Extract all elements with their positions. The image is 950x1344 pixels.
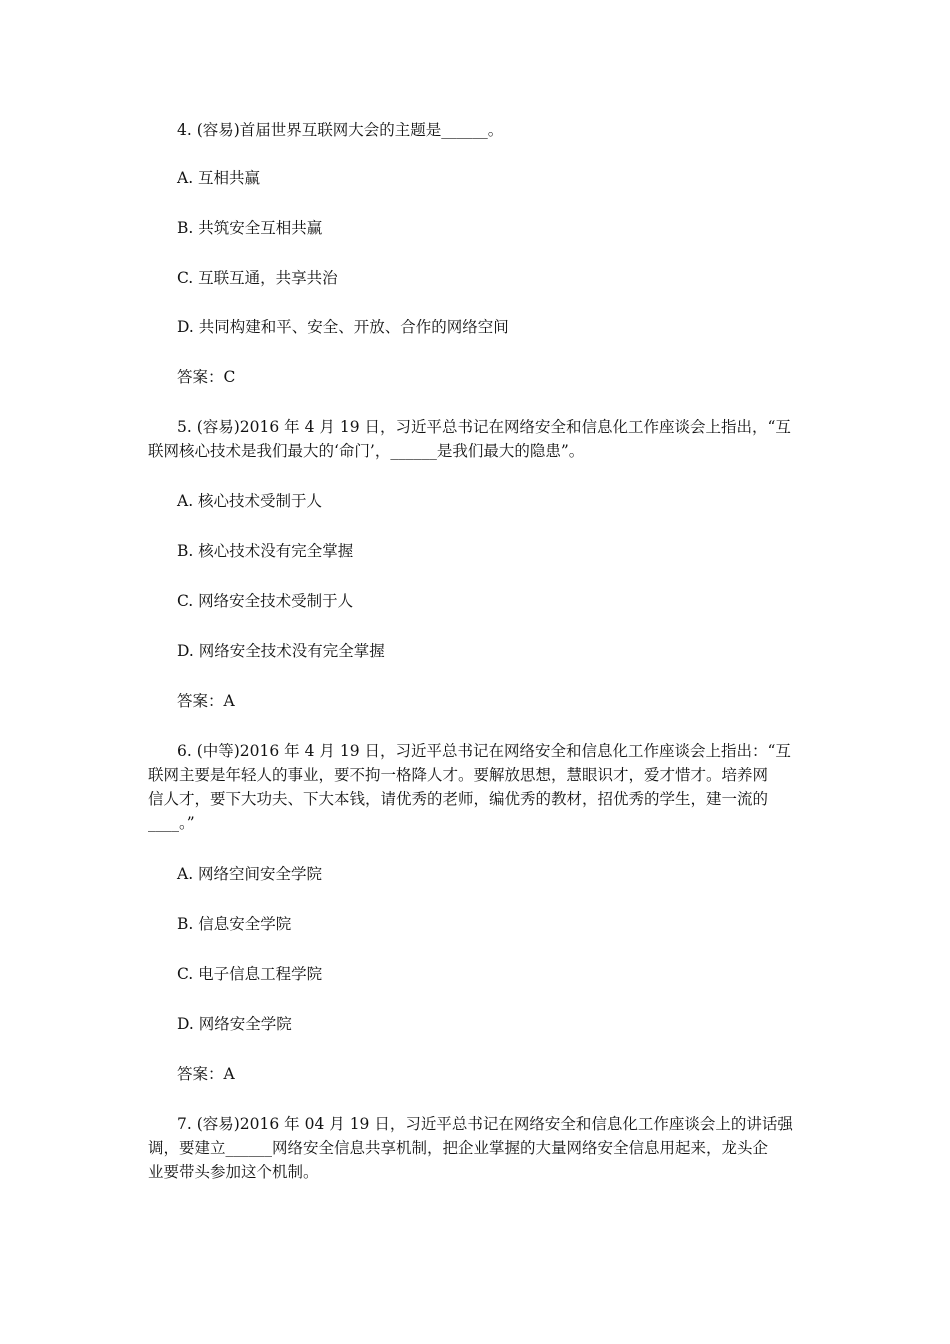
question-4 — [148, 118, 808, 142]
option-d: D. 共同构建和平、安全、开放、合作的网络空间 — [177, 318, 509, 336]
question-text: 7. (容易)2016 年 04 月 19 日，习近平总书记在网络安全和信息化工作座谈会上的讲话强 — [177, 1115, 793, 1133]
option-a: A. 互相共赢 — [177, 169, 261, 187]
question-text: 业要带头参加这个机制。 — [148, 1163, 319, 1181]
option-d: D. 网络安全技术没有完全掌握 — [177, 642, 385, 660]
question-text: 联网主要是年轻人的事业，要不拘一格降人才。要解放思想，慧眼识才，爱才惜才。培养网 — [148, 766, 769, 784]
question-text: 调，要建立______网络安全信息共享机制，把企业掌握的大量网络安全信息用起来，龙头企 — [148, 1139, 769, 1157]
option-b: B. 核心技术没有完全掌握 — [177, 542, 354, 560]
question-text: 6. (中等)2016 年 4 月 19 日，习近平总书记在网络安全和信息化工作座谈会上指出：“互 — [177, 742, 791, 760]
option-a: A. 核心技术受制于人 — [177, 492, 323, 510]
option-a: A. 网络空间安全学院 — [177, 865, 323, 883]
answer: 答案：A — [177, 692, 235, 710]
question-text: 联网核心技术是我们最大的‘命门’，______是我们最大的隐患”。 — [148, 442, 585, 460]
question-7 — [148, 1112, 808, 1184]
option-b: B. 共筑安全互相共赢 — [177, 219, 323, 237]
option-d: D. 网络安全学院 — [177, 1015, 292, 1033]
option-c: C. 电子信息工程学院 — [177, 965, 323, 983]
question-5 — [148, 415, 808, 463]
question-text: 5. (容易)2016 年 4 月 19 日，习近平总书记在网络安全和信息化工作座谈会上指出，“互 — [177, 418, 791, 436]
question-text: 信人才，要下大功夫、下大本钱，请优秀的老师，编优秀的教材，招优秀的学生，建一流的 — [148, 790, 769, 808]
answer: 答案：A — [177, 1065, 235, 1083]
question-6 — [148, 739, 808, 835]
option-b: B. 信息安全学院 — [177, 915, 292, 933]
answer: 答案：C — [177, 368, 236, 386]
question-text: ____。” — [148, 814, 195, 832]
option-c: C. 互联互通，共享共治 — [177, 269, 338, 287]
question-text: 4. (容易)首届世界互联网大会的主题是______。 — [177, 121, 504, 139]
option-c: C. 网络安全技术受制于人 — [177, 592, 354, 610]
